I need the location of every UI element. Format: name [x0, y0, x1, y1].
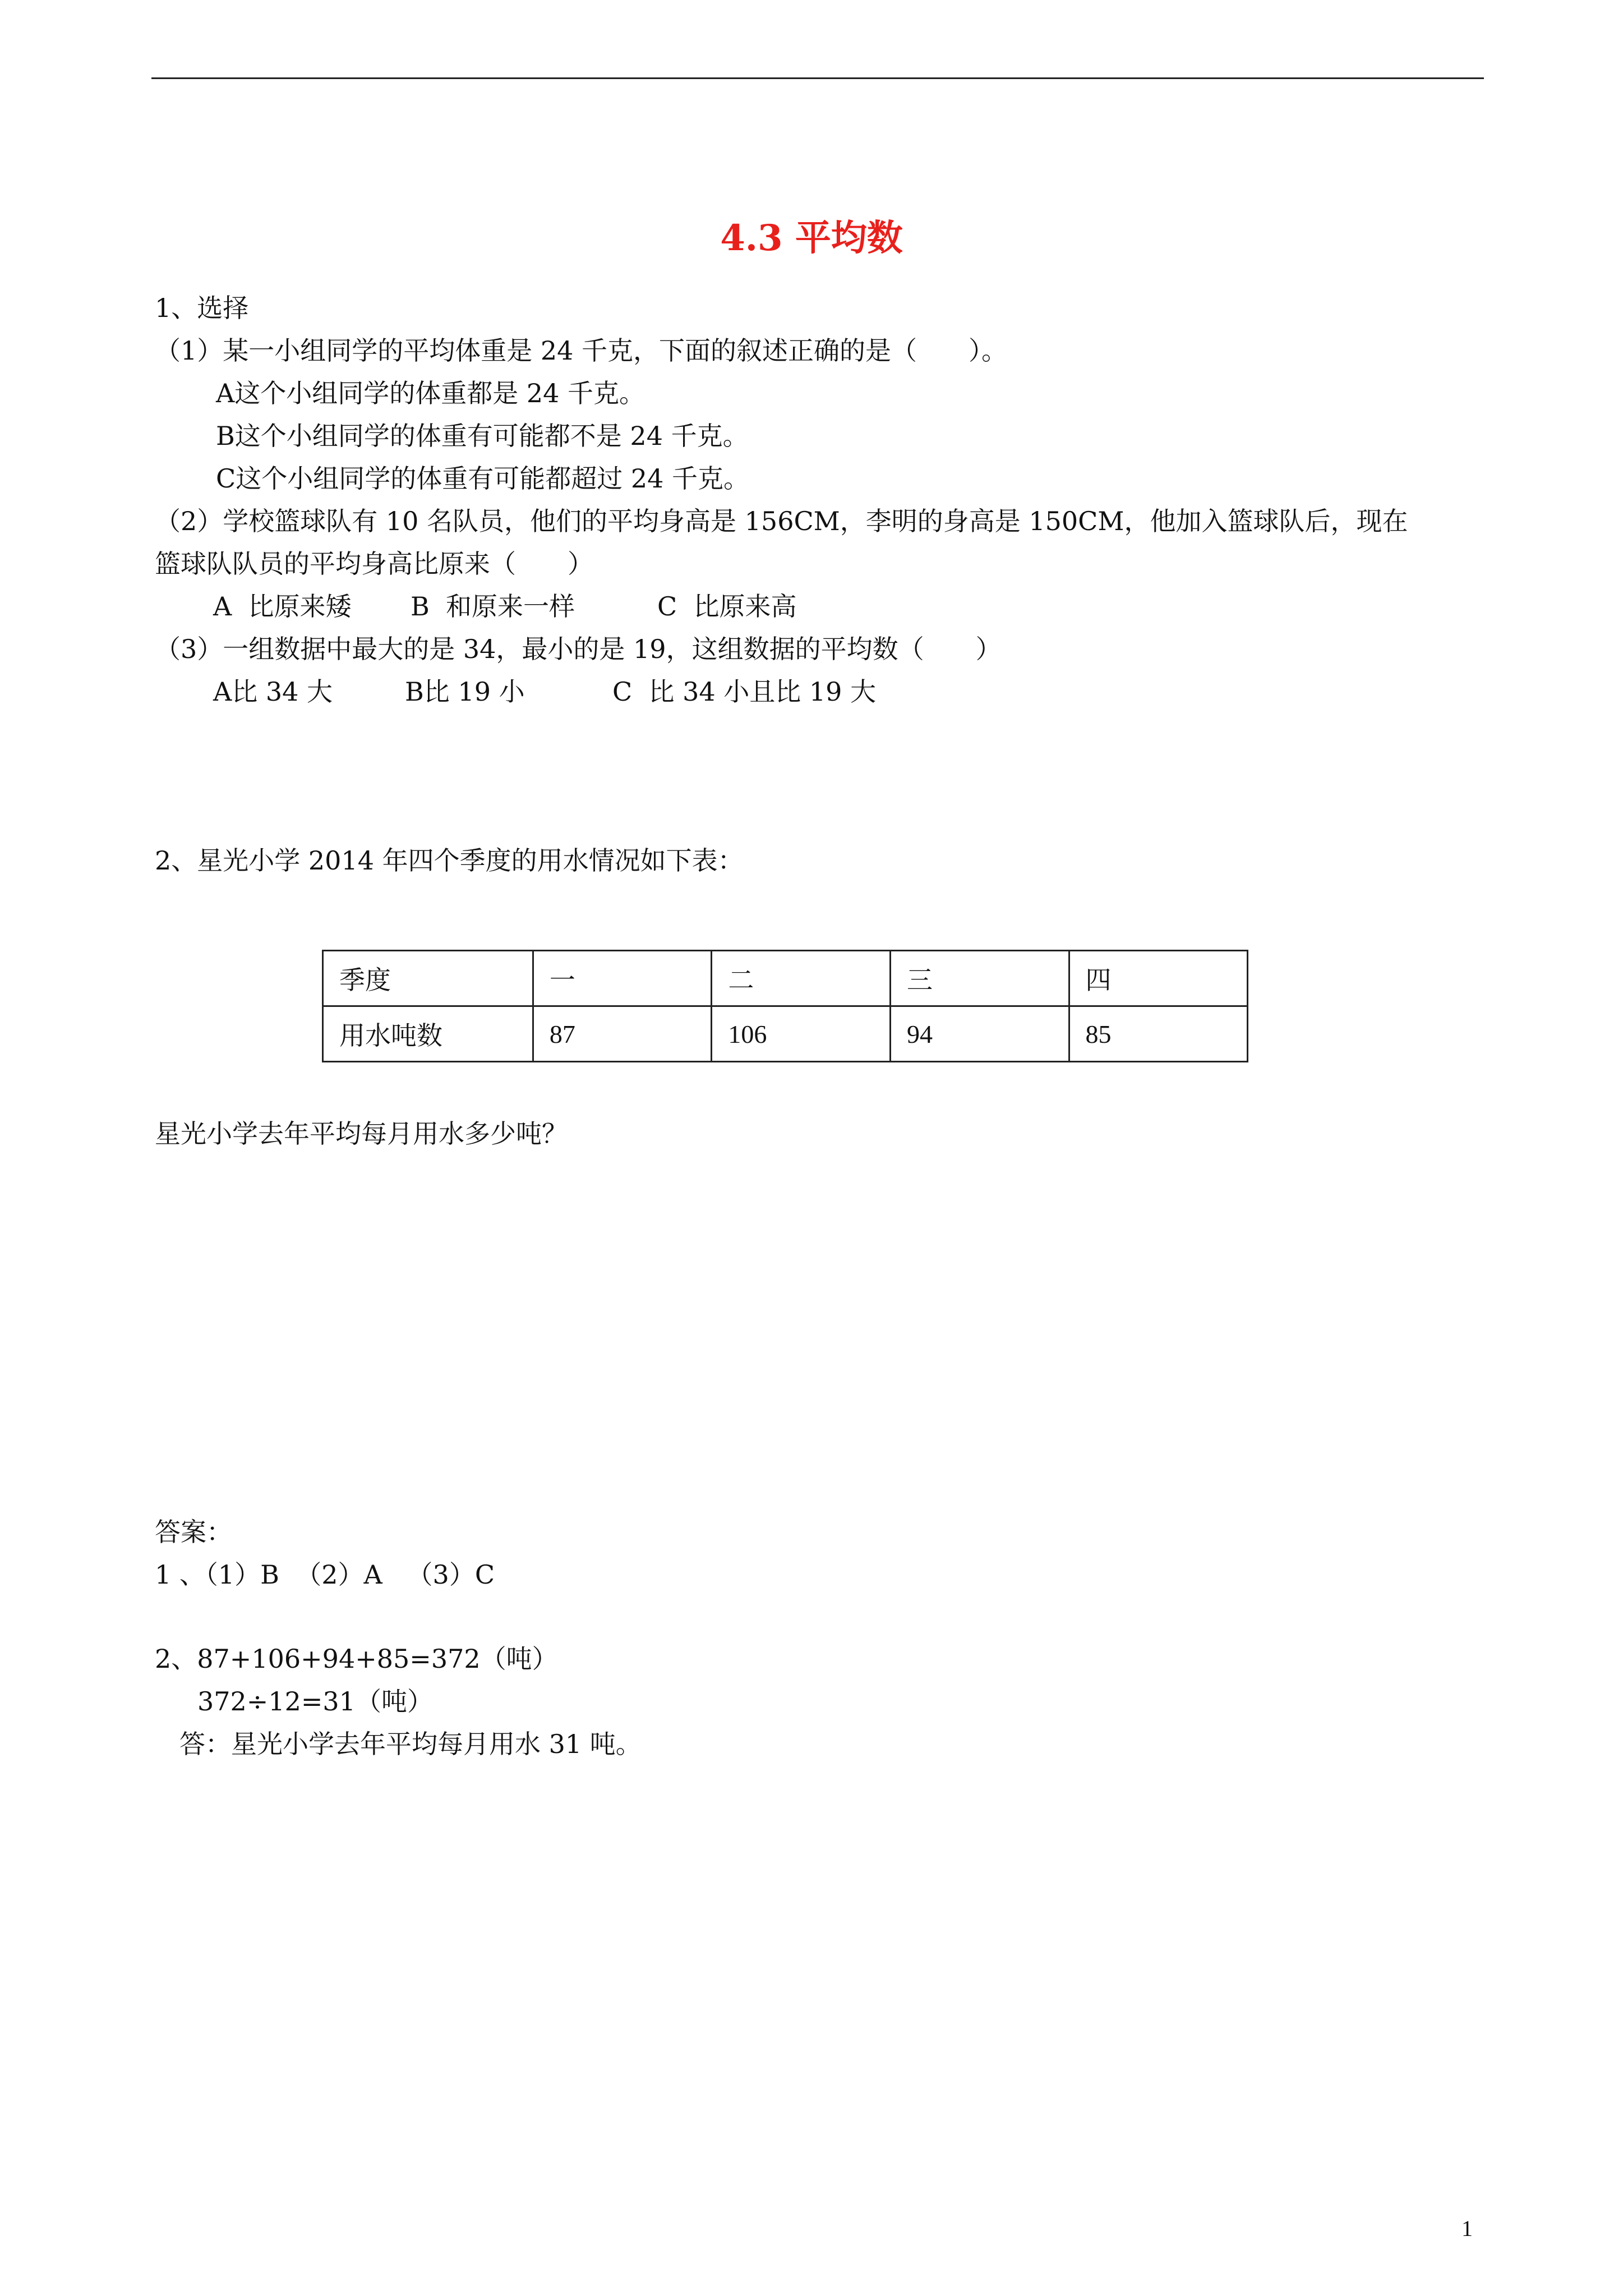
q1-sub1-option-b: B这个小组同学的体重有可能都不是 24 千克。 — [216, 421, 749, 451]
table-row — [323, 1006, 1248, 1062]
table-cell: 四 — [1069, 951, 1247, 1006]
answer-q2-line3: 答：星光小学去年平均每月用水 31 吨。 — [179, 1729, 642, 1759]
q2-question: 星光小学去年平均每月用水多少吨？ — [155, 1119, 568, 1149]
water-usage-table — [322, 950, 1248, 1062]
header-rule — [151, 77, 1484, 79]
q1-sub2-option-b: B 和原来一样 — [411, 591, 575, 622]
q1-sub3-stem: （3）一组数据中最大的是 34，最小的是 19，这组数据的平均数（ ） — [155, 634, 1002, 664]
q1-sub2-stem-line2: 篮球队队员的平均身高比原来（ ） — [155, 549, 593, 579]
page-number: 1 — [1461, 2216, 1473, 2241]
table-cell: 106 — [712, 1006, 891, 1062]
table-cell: 87 — [533, 1006, 711, 1062]
q1-sub1-option-c: C这个小组同学的体重有可能都超过 24 千克。 — [216, 463, 749, 494]
answers-heading: 答案： — [155, 1517, 232, 1547]
q1-sub2-options — [213, 589, 796, 624]
q2-heading: 2、星光小学 2014 年四个季度的用水情况如下表： — [155, 845, 744, 876]
table-cell: 一 — [533, 951, 711, 1006]
table-cell: 94 — [891, 1006, 1069, 1062]
table-row — [323, 951, 1248, 1006]
page-title: 4.3 平均数 — [720, 217, 903, 259]
q1-sub3-option-b: B比 19 小 — [405, 677, 525, 707]
table-cell: 三 — [891, 951, 1069, 1006]
table-cell: 二 — [712, 951, 891, 1006]
answer-q2-line2: 372÷12=31（吨） — [197, 1686, 433, 1717]
table-cell: 季度 — [323, 951, 533, 1006]
q1-sub3-options — [213, 674, 876, 709]
q1-sub1-option-a: A这个小组同学的体重都是 24 千克。 — [216, 378, 645, 408]
q1-sub1-stem: （1）某一小组同学的平均体重是 24 千克，下面的叙述正确的是（ ）。 — [155, 335, 1008, 366]
q1-sub2-option-c: C 比原来高 — [657, 591, 797, 622]
q1-heading: 1、选择 — [155, 293, 249, 323]
table-cell: 85 — [1069, 1006, 1247, 1062]
answer-q2-line1: 2、87+106+94+85=372（吨） — [155, 1644, 558, 1674]
q1-sub3-option-c: C 比 34 小且比 19 大 — [612, 677, 876, 707]
table-cell: 用水吨数 — [323, 1006, 533, 1062]
q1-sub3-option-a: A比 34 大 — [213, 677, 333, 707]
q1-sub2-option-a: A 比原来矮 — [213, 591, 352, 622]
q1-sub2-stem-line1: （2）学校篮球队有 10 名队员，他们的平均身高是 156CM，李明的身高是 150CM，他加入篮球队后，现在 — [155, 506, 1408, 536]
answer-q1: 1 、（1）B （2）A （3）C — [155, 1559, 495, 1590]
